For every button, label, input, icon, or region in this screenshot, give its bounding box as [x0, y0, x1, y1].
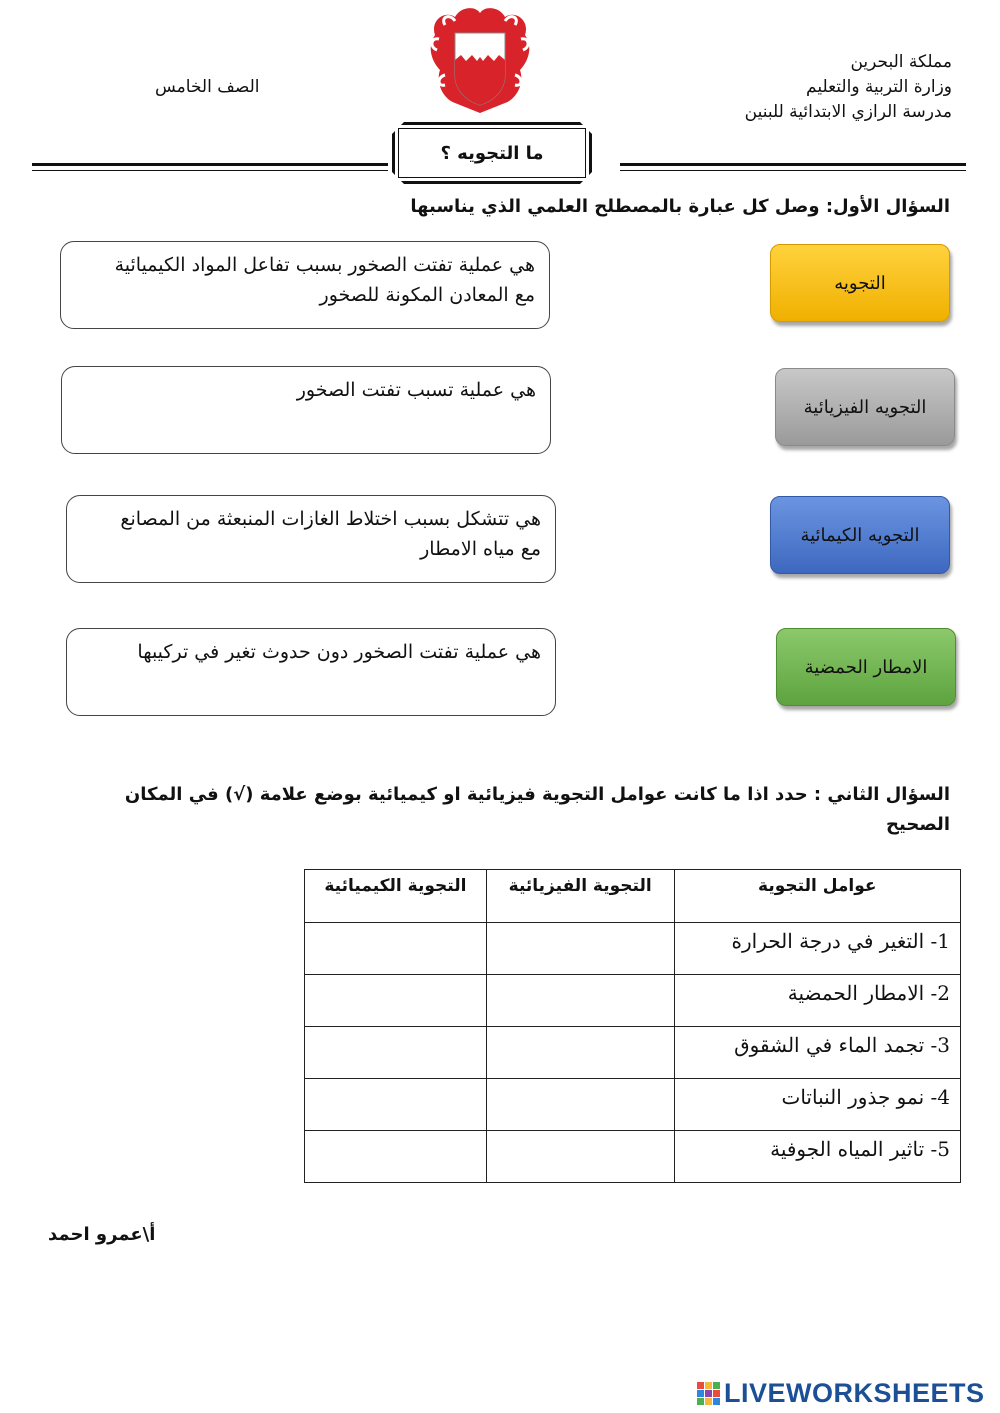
chemical-answer-cell[interactable]	[305, 923, 487, 975]
factor-cell: 4- نمو جذور النباتات	[674, 1079, 960, 1131]
description-line: مع المعادن المكونة للصخور	[319, 284, 535, 306]
column-header-chemical: التجوية الكيميائية	[305, 870, 487, 923]
table-row	[305, 1027, 961, 1079]
term-label: التجويه	[834, 272, 886, 294]
table-header-row	[305, 870, 961, 923]
table-row	[305, 1079, 961, 1131]
physical-answer-cell[interactable]	[486, 1079, 674, 1131]
header-school: مدرسة الرازي الابتدائية للبنين	[744, 102, 952, 122]
physical-answer-cell[interactable]	[486, 1027, 674, 1079]
description-line: هي عملية تفتت الصخور دون حدوث تغير في تركيبها	[137, 641, 541, 663]
chemical-answer-cell[interactable]	[305, 1131, 487, 1183]
page-title: ما التجويه ؟	[398, 128, 586, 178]
factor-cell: 2- الامطار الحمضية	[674, 975, 960, 1027]
description-line: هي تتشكل بسبب اختلاط الغازات المنبعثة من المصانع	[120, 508, 541, 530]
description-box-1[interactable]	[60, 241, 550, 329]
chemical-answer-cell[interactable]	[305, 1079, 487, 1131]
factor-cell: 3- تجمد الماء في الشقوق	[674, 1027, 960, 1079]
column-header-physical: التجوية الفيزيائية	[486, 870, 674, 923]
bahrain-emblem-icon	[425, 5, 535, 117]
logo-text-prefix: LIVE	[724, 1377, 787, 1408]
chemical-answer-cell[interactable]	[305, 975, 487, 1027]
chemical-answer-cell[interactable]	[305, 1027, 487, 1079]
term-label: التجويه الكيمائية	[800, 524, 920, 546]
question2-heading-line1: السؤال الثاني : حدد اذا ما كانت عوامل التجوية فيزيائية او كيميائية بوضع علامة (√) في المكان	[124, 784, 950, 805]
header-ministry: وزارة التربية والتعليم	[806, 77, 952, 97]
description-line: مع مياه الامطار	[420, 538, 541, 560]
header-rule-left	[32, 163, 388, 171]
question2-heading-line2: الصحيح	[886, 814, 950, 835]
weathering-factors-table	[304, 869, 961, 1183]
factor-cell: 1- التغير في درجة الحرارة	[674, 923, 960, 975]
description-line: هي عملية تسبب تفتت الصخور	[296, 379, 536, 401]
column-header-factors: عوامل التجوية	[674, 870, 960, 923]
table-row	[305, 1131, 961, 1183]
table-row	[305, 923, 961, 975]
header-kingdom: مملكة البحرين	[850, 52, 952, 72]
description-line: هي عملية تفتت الصخور بسبب تفاعل المواد الكيميائية	[114, 254, 535, 276]
term-box-weathering[interactable]	[770, 244, 950, 322]
header-grade: الصف الخامس	[155, 77, 260, 97]
factor-cell: 5- تاثير المياه الجوفية	[674, 1131, 960, 1183]
physical-answer-cell[interactable]	[486, 975, 674, 1027]
term-box-chemical[interactable]	[770, 496, 950, 574]
question2-heading	[110, 780, 950, 840]
author-name: أ\عمرو احمد	[48, 1224, 156, 1245]
description-box-3[interactable]	[66, 495, 556, 583]
term-box-physical[interactable]	[775, 368, 955, 446]
liveworksheets-logo[interactable]	[697, 1377, 985, 1408]
term-label: الامطار الحمضية	[804, 656, 928, 678]
table-row	[305, 975, 961, 1027]
liveworksheets-icon	[697, 1382, 720, 1405]
header-rule-right	[620, 163, 966, 171]
logo-text-suffix: WORKSHEETS	[786, 1377, 985, 1408]
description-box-2[interactable]	[61, 366, 551, 454]
question1-heading: السؤال الأول: وصل كل عبارة بالمصطلح العلمي الذي يناسبها	[410, 196, 950, 217]
description-box-4[interactable]	[66, 628, 556, 716]
term-box-acid-rain[interactable]	[776, 628, 956, 706]
term-label: التجويه الفيزيائية	[803, 396, 927, 418]
physical-answer-cell[interactable]	[486, 923, 674, 975]
physical-answer-cell[interactable]	[486, 1131, 674, 1183]
